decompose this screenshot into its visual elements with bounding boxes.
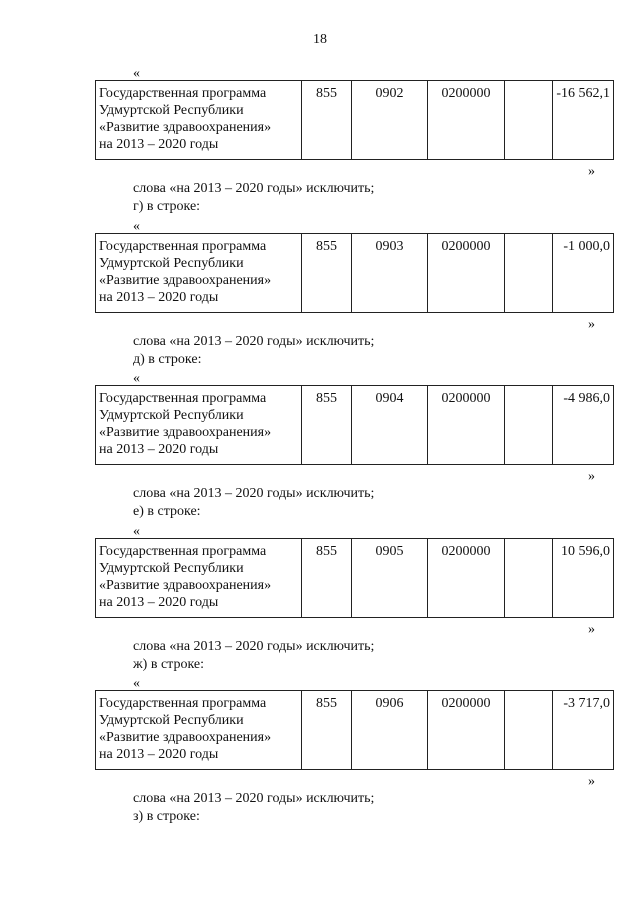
next-item-heading: г) в строке: [133,199,201,214]
ved-code-cell: 855 [302,691,352,770]
close-quote: » [588,317,595,332]
amount-cell: -16 562,1 [553,81,614,160]
target-article-cell: 0200000 [428,386,505,465]
page-number: 18 [313,32,327,47]
open-quote: « [133,676,140,691]
amendment-block-2 [0,371,640,523]
program-name-cell: Государственная программа Удмуртской Республики «Развитие здравоохранения» на 2013 – 2020 годы [96,81,302,160]
amendment-block-1 [0,219,640,371]
budget-row-table [95,385,614,465]
section-code-cell: 0902 [352,81,428,160]
instruction-text: слова «на 2013 – 2020 годы» исключить; ж) в строке: [133,639,375,672]
section-code-cell: 0904 [352,386,428,465]
next-item-heading: ж) в строке: [133,657,205,672]
program-name-cell: Государственная программа Удмуртской Республики «Развитие здравоохранения» на 2013 – 2020 годы [96,234,302,313]
ved-code-cell: 855 [302,81,352,160]
amount-cell: -1 000,0 [553,234,614,313]
amount-cell: -4 986,0 [553,386,614,465]
next-item-heading: е) в строке: [133,504,201,519]
expense-type-cell [505,691,553,770]
program-name-cell: Государственная программа Удмуртской Республики «Развитие здравоохранения» на 2013 – 2020 годы [96,539,302,618]
expense-type-cell [505,234,553,313]
amount-cell: 10 596,0 [553,539,614,618]
close-quote: » [588,469,595,484]
open-quote: « [133,66,140,81]
target-article-cell: 0200000 [428,691,505,770]
expense-type-cell [505,539,553,618]
program-name-cell: Государственная программа Удмуртской Республики «Развитие здравоохранения» на 2013 – 2020 годы [96,691,302,770]
amendment-block-3 [0,524,640,676]
section-code-cell: 0903 [352,234,428,313]
target-article-cell: 0200000 [428,81,505,160]
open-quote: « [133,219,140,234]
instruction-text: слова «на 2013 – 2020 годы» исключить; е) в строке: [133,486,375,519]
amendment-block-4 [0,676,640,828]
open-quote: « [133,371,140,386]
budget-row-table [95,538,614,618]
target-article-cell: 0200000 [428,234,505,313]
budget-row-table [95,233,614,313]
ved-code-cell: 855 [302,539,352,618]
amendment-block-0 [0,66,640,218]
budget-row-table [95,80,614,160]
instruction-text: слова «на 2013 – 2020 годы» исключить; г) в строке: [133,181,375,214]
close-quote: » [588,622,595,637]
expense-type-cell [505,81,553,160]
amount-cell: -3 717,0 [553,691,614,770]
target-article-cell: 0200000 [428,539,505,618]
ved-code-cell: 855 [302,234,352,313]
ved-code-cell: 855 [302,386,352,465]
expense-type-cell [505,386,553,465]
instruction-text: слова «на 2013 – 2020 годы» исключить; з) в строке: [133,791,375,824]
program-name-cell: Государственная программа Удмуртской Республики «Развитие здравоохранения» на 2013 – 2020 годы [96,386,302,465]
next-item-heading: д) в строке: [133,352,202,367]
close-quote: » [588,774,595,789]
close-quote: » [588,164,595,179]
budget-row-table [95,690,614,770]
next-item-heading: з) в строке: [133,809,200,824]
section-code-cell: 0906 [352,691,428,770]
open-quote: « [133,524,140,539]
instruction-text: слова «на 2013 – 2020 годы» исключить; д) в строке: [133,334,375,367]
section-code-cell: 0905 [352,539,428,618]
